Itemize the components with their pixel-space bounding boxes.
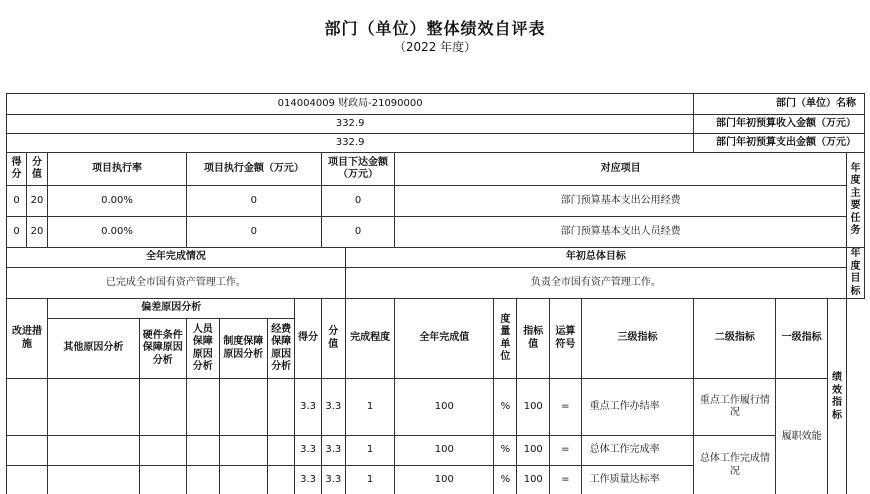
ind-level1-header: 一级指标 — [776, 299, 828, 379]
ind-actual: 100 — [395, 436, 494, 466]
ind-operator: = — [550, 466, 582, 494]
goal-text: 负责全市国有资产管理工作。 — [345, 268, 846, 299]
dev-system-cell — [219, 466, 267, 494]
improvement-cell — [7, 436, 48, 466]
ind-actual: 100 — [395, 466, 494, 494]
ind-level3: 总体工作完成率 — [581, 436, 694, 466]
ind-level2: 总体工作完成情况 — [694, 436, 776, 494]
ind-weight: 3.3 — [321, 379, 345, 436]
dev-hardware-cell — [139, 379, 186, 436]
report-title: 部门（单位）整体绩效自评表 — [324, 19, 546, 38]
deviation-group-header: 偏差原因分析 — [48, 299, 295, 319]
expense-label: 部门年初预算支出金额（万元） — [694, 134, 865, 153]
task-rate-header: 项目执行率 — [48, 153, 187, 186]
ind-target: 100 — [517, 379, 550, 436]
dev-funding-header: 经费保障原因分析 — [268, 319, 295, 379]
dev-hardware-cell — [139, 436, 186, 466]
ind-level2: 重点工作履行情况 — [694, 379, 776, 436]
ind-level2-header: 二级指标 — [694, 299, 776, 379]
ind-target: 100 — [517, 436, 550, 466]
ind-actual: 100 — [395, 379, 494, 436]
task-budget-header: 项目下达金额（万元） — [321, 153, 395, 186]
ind-target-header: 指标值 — [517, 299, 550, 379]
dev-system-cell — [219, 379, 267, 436]
ind-score: 3.3 — [295, 466, 321, 494]
ind-completion: 1 — [345, 379, 394, 436]
task-row — [7, 186, 865, 217]
tasks-section-label: 年度主要任务 — [846, 153, 864, 248]
income-label: 部门年初预算收入金额（万元） — [694, 115, 865, 134]
ind-level1: 履职效能 — [776, 379, 828, 494]
report-year: （2022 年度） — [393, 40, 477, 54]
dev-other-cell — [48, 466, 140, 494]
ind-level3: 重点工作办结率 — [581, 379, 694, 436]
task-budget: 0 — [321, 186, 395, 217]
task-weight: 20 — [27, 186, 48, 217]
task-row — [7, 217, 865, 248]
goals-section-label: 年度目标 — [846, 248, 864, 299]
ind-level3: 工作质量达标率 — [581, 466, 694, 494]
dev-funding-cell — [268, 379, 295, 436]
task-weight-header: 分值 — [27, 153, 48, 186]
completion-header: 全年完成情况 — [7, 248, 346, 268]
ind-unit: % — [494, 379, 517, 436]
task-executed: 0 — [186, 217, 321, 248]
indicator-row — [7, 379, 865, 436]
dev-system-header: 制度保障原因分析 — [219, 319, 267, 379]
ind-operator: = — [550, 379, 582, 436]
completion-text: 已完成全市国有资产管理工作。 — [7, 268, 346, 299]
dev-funding-cell — [268, 436, 295, 466]
task-rate: 0.00% — [48, 186, 187, 217]
dev-staff-cell — [186, 436, 219, 466]
ind-completion-header: 完成程度 — [345, 299, 394, 379]
task-budget: 0 — [321, 217, 395, 248]
dev-staff-header: 人员保障原因分析 — [186, 319, 219, 379]
ind-operator-header: 运算符号 — [550, 299, 582, 379]
ind-unit-header: 度量单位 — [494, 299, 517, 379]
ind-weight: 3.3 — [321, 466, 345, 494]
ind-unit: % — [494, 466, 517, 494]
task-score: 0 — [7, 217, 27, 248]
task-score: 0 — [7, 186, 27, 217]
goal-header: 年初总体目标 — [345, 248, 846, 268]
dev-other-header: 其他原因分析 — [48, 319, 140, 379]
dev-system-cell — [219, 436, 267, 466]
ind-level3-header: 三级指标 — [581, 299, 694, 379]
dev-other-cell — [48, 436, 140, 466]
evaluation-table — [6, 93, 865, 494]
ind-completion: 1 — [345, 436, 394, 466]
report-sheet — [6, 93, 865, 494]
improvement-header: 改进措施 — [7, 299, 48, 379]
dev-other-cell — [48, 379, 140, 436]
ind-completion: 1 — [345, 466, 394, 494]
ind-target: 100 — [517, 466, 550, 494]
improvement-cell — [7, 466, 48, 494]
task-score-header: 得分 — [7, 153, 27, 186]
indicators-section-label: 绩效指标 — [827, 299, 846, 494]
task-project: 部门预算基本支出人员经费 — [395, 217, 847, 248]
indicator-row — [7, 436, 865, 466]
ind-operator: = — [550, 436, 582, 466]
ind-actual-header: 全年完成值 — [395, 299, 494, 379]
ind-score: 3.3 — [295, 436, 321, 466]
dev-funding-cell — [268, 466, 295, 494]
improvement-cell — [7, 379, 48, 436]
dept-name-value: 014004009 财政局-21090000 — [7, 94, 694, 115]
dev-hardware-header: 硬件条件保障原因分析 — [139, 319, 186, 379]
task-executed-header: 项目执行金额（万元） — [186, 153, 321, 186]
dev-staff-cell — [186, 466, 219, 494]
task-weight: 20 — [27, 217, 48, 248]
ind-score: 3.3 — [295, 379, 321, 436]
dept-name-label: 部门（单位）名称 — [694, 94, 865, 115]
task-project-header: 对应项目 — [395, 153, 847, 186]
income-value: 332.9 — [7, 115, 694, 134]
dev-hardware-cell — [139, 466, 186, 494]
task-executed: 0 — [186, 186, 321, 217]
expense-value: 332.9 — [7, 134, 694, 153]
task-project: 部门预算基本支出公用经费 — [395, 186, 847, 217]
ind-weight-header: 分值 — [321, 299, 345, 379]
dev-staff-cell — [186, 379, 219, 436]
ind-weight: 3.3 — [321, 436, 345, 466]
ind-unit: % — [494, 436, 517, 466]
task-rate: 0.00% — [48, 217, 187, 248]
ind-score-header: 得分 — [295, 299, 321, 379]
